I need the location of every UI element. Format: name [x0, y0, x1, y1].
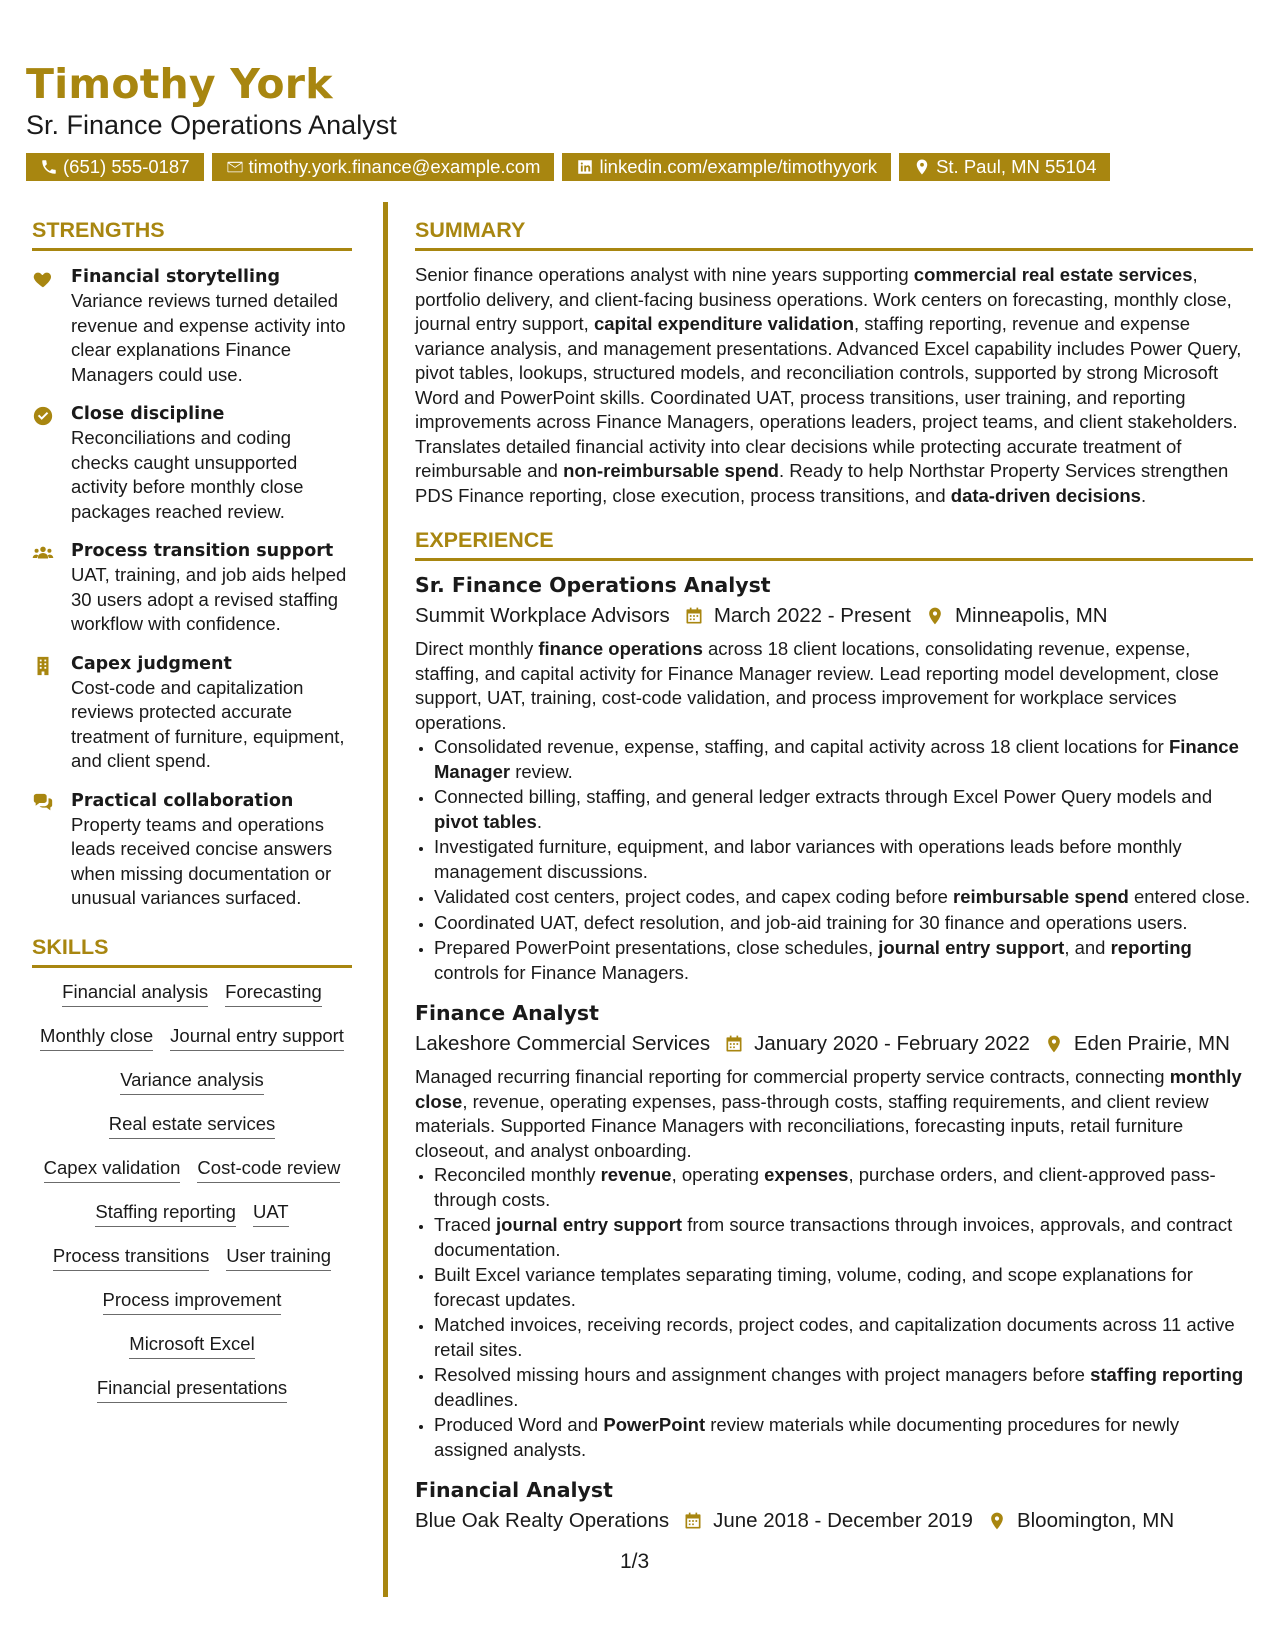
job-description: Direct monthly finance operations across 18 client locations, consolidating revenue, expense, staffing, and capital activity for Finance Manager review. Lead reporting model development, close support, UAT, training, cost-code validation, and process improvement for workplace services operations.	[415, 638, 1219, 733]
skill-tag: Journal entry support	[170, 1024, 344, 1051]
contact-bar	[26, 153, 1110, 181]
map-pin-icon	[987, 1511, 1007, 1531]
bold-phrase: staffing reporting	[1090, 1364, 1244, 1385]
job-bullet: • Matched invoices, receiving records, project codes, and capitalization documents across 11 active retail sites.	[434, 1313, 1253, 1362]
job-bullet: • Validated cost centers, project codes, and capex coding before reimbursable spend entered close.	[434, 885, 1253, 910]
contact-linkedin[interactable]	[562, 153, 891, 181]
comments-icon	[32, 792, 54, 814]
strength-item	[32, 402, 352, 524]
right-column	[415, 218, 1253, 1535]
candidate-title: Sr. Finance Operations Analyst	[26, 110, 397, 140]
bold-phrase: finance operations	[538, 638, 703, 659]
skills-list	[32, 980, 352, 1403]
candidate-name: Timothy York	[26, 60, 333, 108]
skill-tag: Monthly close	[40, 1024, 153, 1051]
bold-phrase: monthly close	[415, 1066, 1242, 1112]
strength-desc: Property teams and operations leads received concise answers when missing documentation or unusual variances surfaced.	[71, 813, 333, 908]
job-bullet: • Traced journal entry support from source transactions through invoices, approvals, and contract documentation.	[434, 1213, 1253, 1262]
bold-phrase: expenses	[764, 1164, 849, 1185]
job-description: Managed recurring financial reporting for commercial property service contracts, connecting monthly close, revenue, operating expenses, pass-through costs, staffing requirements, and client review materials. Supported Finance Managers with reconciliations, forecasting inputs, retail furniture closeout, and analyst onboarding.	[415, 1066, 1242, 1161]
job-entry	[415, 1476, 1253, 1535]
job-title: Finance Analyst	[415, 1001, 599, 1025]
contact-linkedin-text: linkedin.com/example/timothyyork	[599, 156, 878, 177]
strength-item	[32, 539, 352, 637]
summary-text: Senior finance operations analyst with nine years supporting commercial real estate services, portfolio delivery, and client-facing business operations. Work centers on forecasting, monthly close, journal entry support, capital expenditure validation, staffing reporting, revenue and expense variance analysis, and management presentations. Advanced Excel capability includes Power Query, pivot tables, lookups, structured models, and reconciliation controls, supported by strong Microsoft Word and PowerPoint skills. Coordinated UAT, process transitions, user training, and reporting improvements across Finance Managers, operations leaders, project teams, and client stakeholders. Translates detailed financial activity into clear decisions while protecting accurate treatment of reimbursable and non-reimbursable spend. Ready to help Northstar Property Services strengthen PDS Finance reporting, close execution, process transitions, and data-driven decisions.	[415, 264, 1242, 506]
calendar-icon	[683, 1511, 703, 1531]
job-bullet: • Reconciled monthly revenue, operating expenses, purchase orders, and client-approved pass-through costs.	[434, 1163, 1253, 1212]
job-company: Summit Workplace Advisors	[415, 604, 670, 627]
job-dates: June 2018 - December 2019	[713, 1509, 973, 1532]
job-bullet: • Consolidated revenue, expense, staffing, and capital activity across 18 client locations for Finance Manager review.	[434, 735, 1253, 784]
contact-location-text: St. Paul, MN 55104	[936, 156, 1097, 177]
job-entry	[415, 571, 1253, 985]
bold-phrase: data-driven decisions	[950, 484, 1141, 506]
experience-heading: EXPERIENCE	[415, 528, 1253, 561]
check-circle-icon	[32, 405, 54, 427]
skill-tag: User training	[226, 1244, 331, 1271]
calendar-icon	[724, 1034, 744, 1054]
bold-phrase: commercial real estate services	[913, 264, 1193, 285]
strength-item	[32, 789, 352, 911]
strength-desc: Reconciliations and coding checks caught unsupported activity before monthly close packages reached review.	[71, 427, 304, 522]
map-pin-icon	[913, 158, 931, 176]
column-divider	[383, 202, 388, 1597]
strengths-heading: STRENGTHS	[32, 218, 352, 251]
skills-heading: SKILLS	[32, 935, 352, 968]
strength-title: Financial storytelling	[71, 267, 281, 287]
job-bullets	[415, 1163, 1253, 1462]
job-location: Minneapolis, MN	[954, 604, 1108, 627]
skill-tag: Forecasting	[225, 980, 322, 1007]
job-meta	[415, 1507, 1253, 1535]
job-bullets	[415, 735, 1253, 985]
bold-phrase: reimbursable spend	[953, 886, 1129, 907]
strength-title: Process transition support	[71, 541, 334, 561]
bold-phrase: journal entry support	[496, 1214, 683, 1235]
contact-location	[899, 153, 1110, 181]
building-icon	[32, 655, 54, 677]
strength-desc: Cost-code and capitalization reviews protected accurate treatment of furniture, equipment, and client spend.	[71, 676, 345, 771]
job-title: Sr. Finance Operations Analyst	[415, 573, 771, 597]
strength-item	[32, 652, 352, 774]
bold-phrase: non-reimbursable spend	[563, 460, 779, 481]
skill-tag: Capex validation	[44, 1156, 181, 1183]
skill-tag: Microsoft Excel	[129, 1332, 254, 1359]
strength-desc: UAT, training, and job aids helped 30 users adopt a revised staffing workflow with confidence.	[71, 564, 347, 634]
skill-tag: Process transitions	[53, 1244, 209, 1271]
skill-tag: Financial analysis	[62, 980, 208, 1007]
job-company: Blue Oak Realty Operations	[415, 1509, 670, 1532]
job-bullet: • Connected billing, staffing, and general ledger extracts through Excel Power Query models and pivot tables.	[434, 785, 1253, 834]
skill-tag: Financial presentations	[97, 1376, 287, 1403]
bold-phrase: PowerPoint	[603, 1414, 706, 1435]
skill-tag: Process improvement	[103, 1288, 282, 1315]
contact-email[interactable]	[212, 153, 555, 181]
users-icon	[32, 542, 54, 564]
strength-title: Close discipline	[71, 404, 225, 424]
job-meta	[415, 602, 1253, 630]
contact-email-text: timothy.york.finance@example.com	[248, 156, 541, 177]
bold-phrase: capital expenditure validation	[593, 313, 855, 334]
job-dates: March 2022 - Present	[713, 604, 911, 627]
skill-tag: Variance analysis	[120, 1068, 264, 1095]
map-pin-icon	[925, 606, 945, 626]
phone-icon	[40, 158, 58, 176]
summary-heading: SUMMARY	[415, 218, 1253, 251]
job-company: Lakeshore Commercial Services	[415, 1032, 711, 1055]
job-location: Eden Prairie, MN	[1073, 1032, 1230, 1055]
strength-title: Practical collaboration	[71, 790, 294, 811]
left-column	[32, 218, 352, 1403]
contact-phone[interactable]	[26, 153, 204, 181]
envelope-icon	[226, 158, 244, 176]
skill-tag: UAT	[253, 1200, 289, 1227]
calendar-icon	[684, 606, 704, 626]
map-pin-icon	[1044, 1034, 1064, 1054]
contact-phone-text: (651) 555-0187	[63, 156, 190, 177]
job-entry	[415, 999, 1253, 1462]
strengths-list	[32, 265, 352, 911]
skill-tag: Staffing reporting	[95, 1200, 236, 1227]
bold-phrase: pivot tables	[434, 810, 537, 832]
bold-phrase: reporting	[1110, 937, 1192, 958]
bold-phrase: Finance Manager	[434, 736, 1239, 782]
page-number: 1/3	[620, 1550, 650, 1573]
job-location: Bloomington, MN	[1016, 1509, 1175, 1532]
linkedin-icon	[576, 158, 594, 176]
skill-tag: Cost-code review	[197, 1156, 340, 1183]
heart-icon	[32, 268, 54, 290]
job-title: Financial Analyst	[415, 1478, 613, 1502]
job-bullet: • Investigated furniture, equipment, and labor variances with operations leads before monthly management discussions.	[434, 835, 1253, 884]
strength-desc: Variance reviews turned detailed revenue and expense activity into clear explanations Finance Managers could use.	[71, 290, 346, 385]
job-bullet: • Built Excel variance templates separating timing, volume, coding, and scope explanations for forecast updates.	[434, 1263, 1253, 1312]
strength-title: Capex judgment	[71, 653, 232, 674]
skill-tag: Real estate services	[109, 1112, 276, 1139]
strength-item	[32, 265, 352, 387]
bold-phrase: revenue	[600, 1164, 672, 1185]
job-dates: January 2020 - February 2022	[754, 1032, 1030, 1055]
job-meta	[415, 1030, 1253, 1058]
job-bullet: • Prepared PowerPoint presentations, close schedules, journal entry support, and reporting controls for Finance Managers.	[434, 936, 1253, 985]
job-bullet: • Resolved missing hours and assignment changes with project managers before staffing reporting deadlines.	[434, 1363, 1253, 1412]
job-bullet: • Coordinated UAT, defect resolution, and job-aid training for 30 finance and operations users.	[434, 911, 1253, 936]
job-bullet: • Produced Word and PowerPoint review materials while documenting procedures for newly assigned analysts.	[434, 1413, 1253, 1462]
bold-phrase: journal entry support	[878, 937, 1065, 958]
